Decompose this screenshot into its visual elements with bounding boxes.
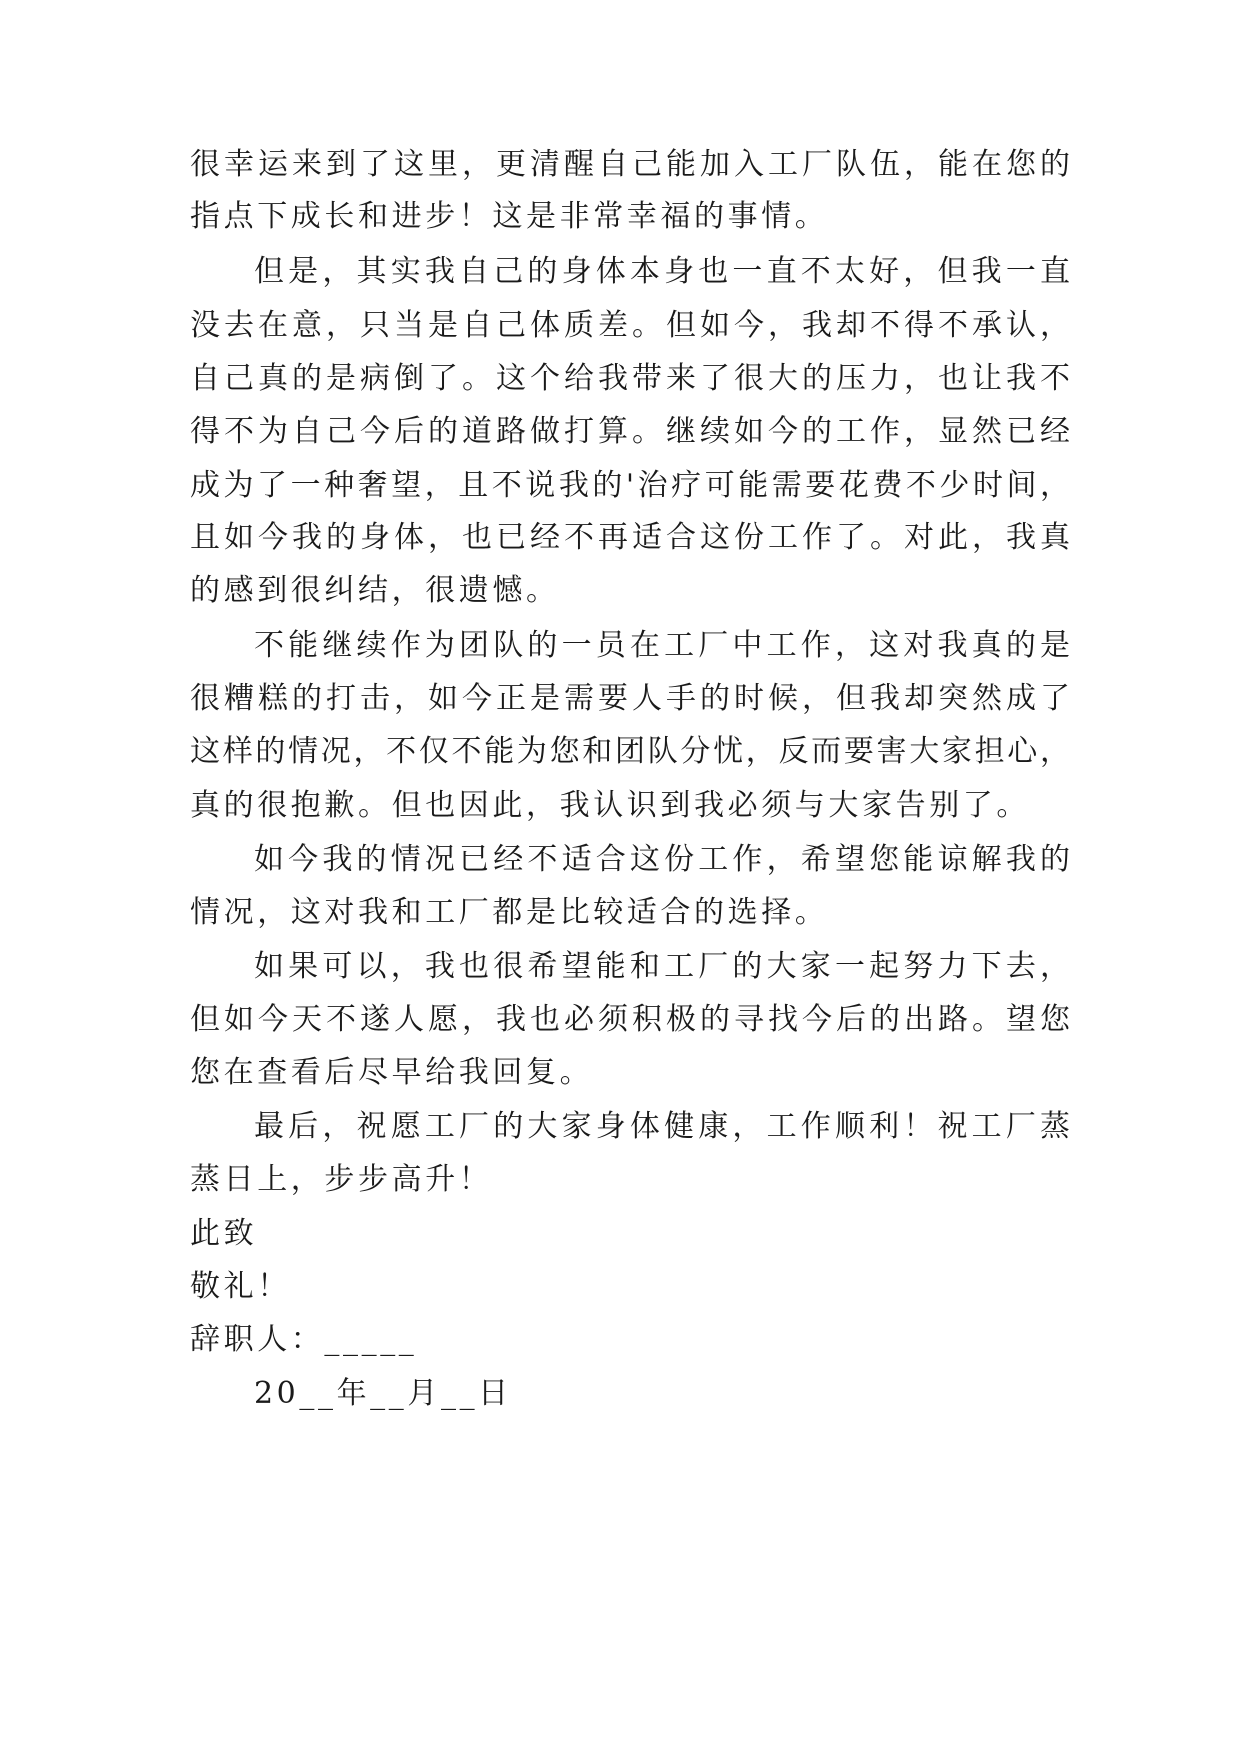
text-line: 成为了一种奢望，且不说我的'治疗可能需要花费不少时间， — [190, 468, 1070, 503]
text-line: 没去在意，只当是自己体质差。但如今，我却不得不承认， — [190, 308, 1070, 343]
paragraph-first-line: 最后，祝愿工厂的大家身体健康，工作顺利！祝工厂蒸 — [254, 1109, 1070, 1144]
signature-line: 辞职人：_____ — [190, 1322, 418, 1357]
paragraph-first-line: 如今我的情况已经不适合这份工作，希望您能谅解我的 — [254, 842, 1070, 877]
paragraph-first-line: 但是，其实我自己的身体本身也一直不太好，但我一直 — [254, 254, 1070, 289]
text-line: 您在查看后尽早给我回复。 — [190, 1055, 594, 1090]
text-line: 且如今我的身体，也已经不再适合这份工作了。对此，我真 — [190, 520, 1070, 555]
text-line: 的感到很纠结，很遗憾。 — [190, 573, 560, 608]
text-line: 情况，这对我和工厂都是比较适合的选择。 — [190, 895, 829, 930]
text-line: 蒸日上，步步高升！ — [190, 1162, 493, 1197]
text-line: 自己真的是病倒了。这个给我带来了很大的压力，也让我不 — [190, 361, 1070, 396]
text-line: 这样的情况，不仅不能为您和团队分忧，反而要害大家担心， — [190, 734, 1070, 769]
paragraph-first-line: 如果可以，我也很希望能和工厂的大家一起努力下去， — [254, 949, 1070, 984]
text-line: 真的很抱歉。但也因此，我认识到我必须与大家告别了。 — [190, 788, 1030, 823]
text-line: 指点下成长和进步！这是非常幸福的事情。 — [190, 199, 829, 234]
text-line: 得不为自己今后的道路做打算。继续如今的工作，显然已经 — [190, 414, 1070, 449]
closing-regards: 敬礼！ — [190, 1269, 291, 1304]
paragraph-first-line: 不能继续作为团队的一员在工厂中工作，这对我真的是 — [254, 628, 1070, 663]
text-line: 很糟糕的打击，如今正是需要人手的时候，但我却突然成了 — [190, 681, 1070, 716]
closing-salutation: 此致 — [190, 1216, 258, 1251]
text-line: 很幸运来到了这里，更清醒自己能加入工厂队伍，能在您的 — [190, 147, 1070, 182]
text-line: 但如今天不遂人愿，我也必须积极的寻找今后的出路。望您 — [190, 1002, 1070, 1037]
date-line: 20__年__月__日 — [254, 1376, 512, 1411]
